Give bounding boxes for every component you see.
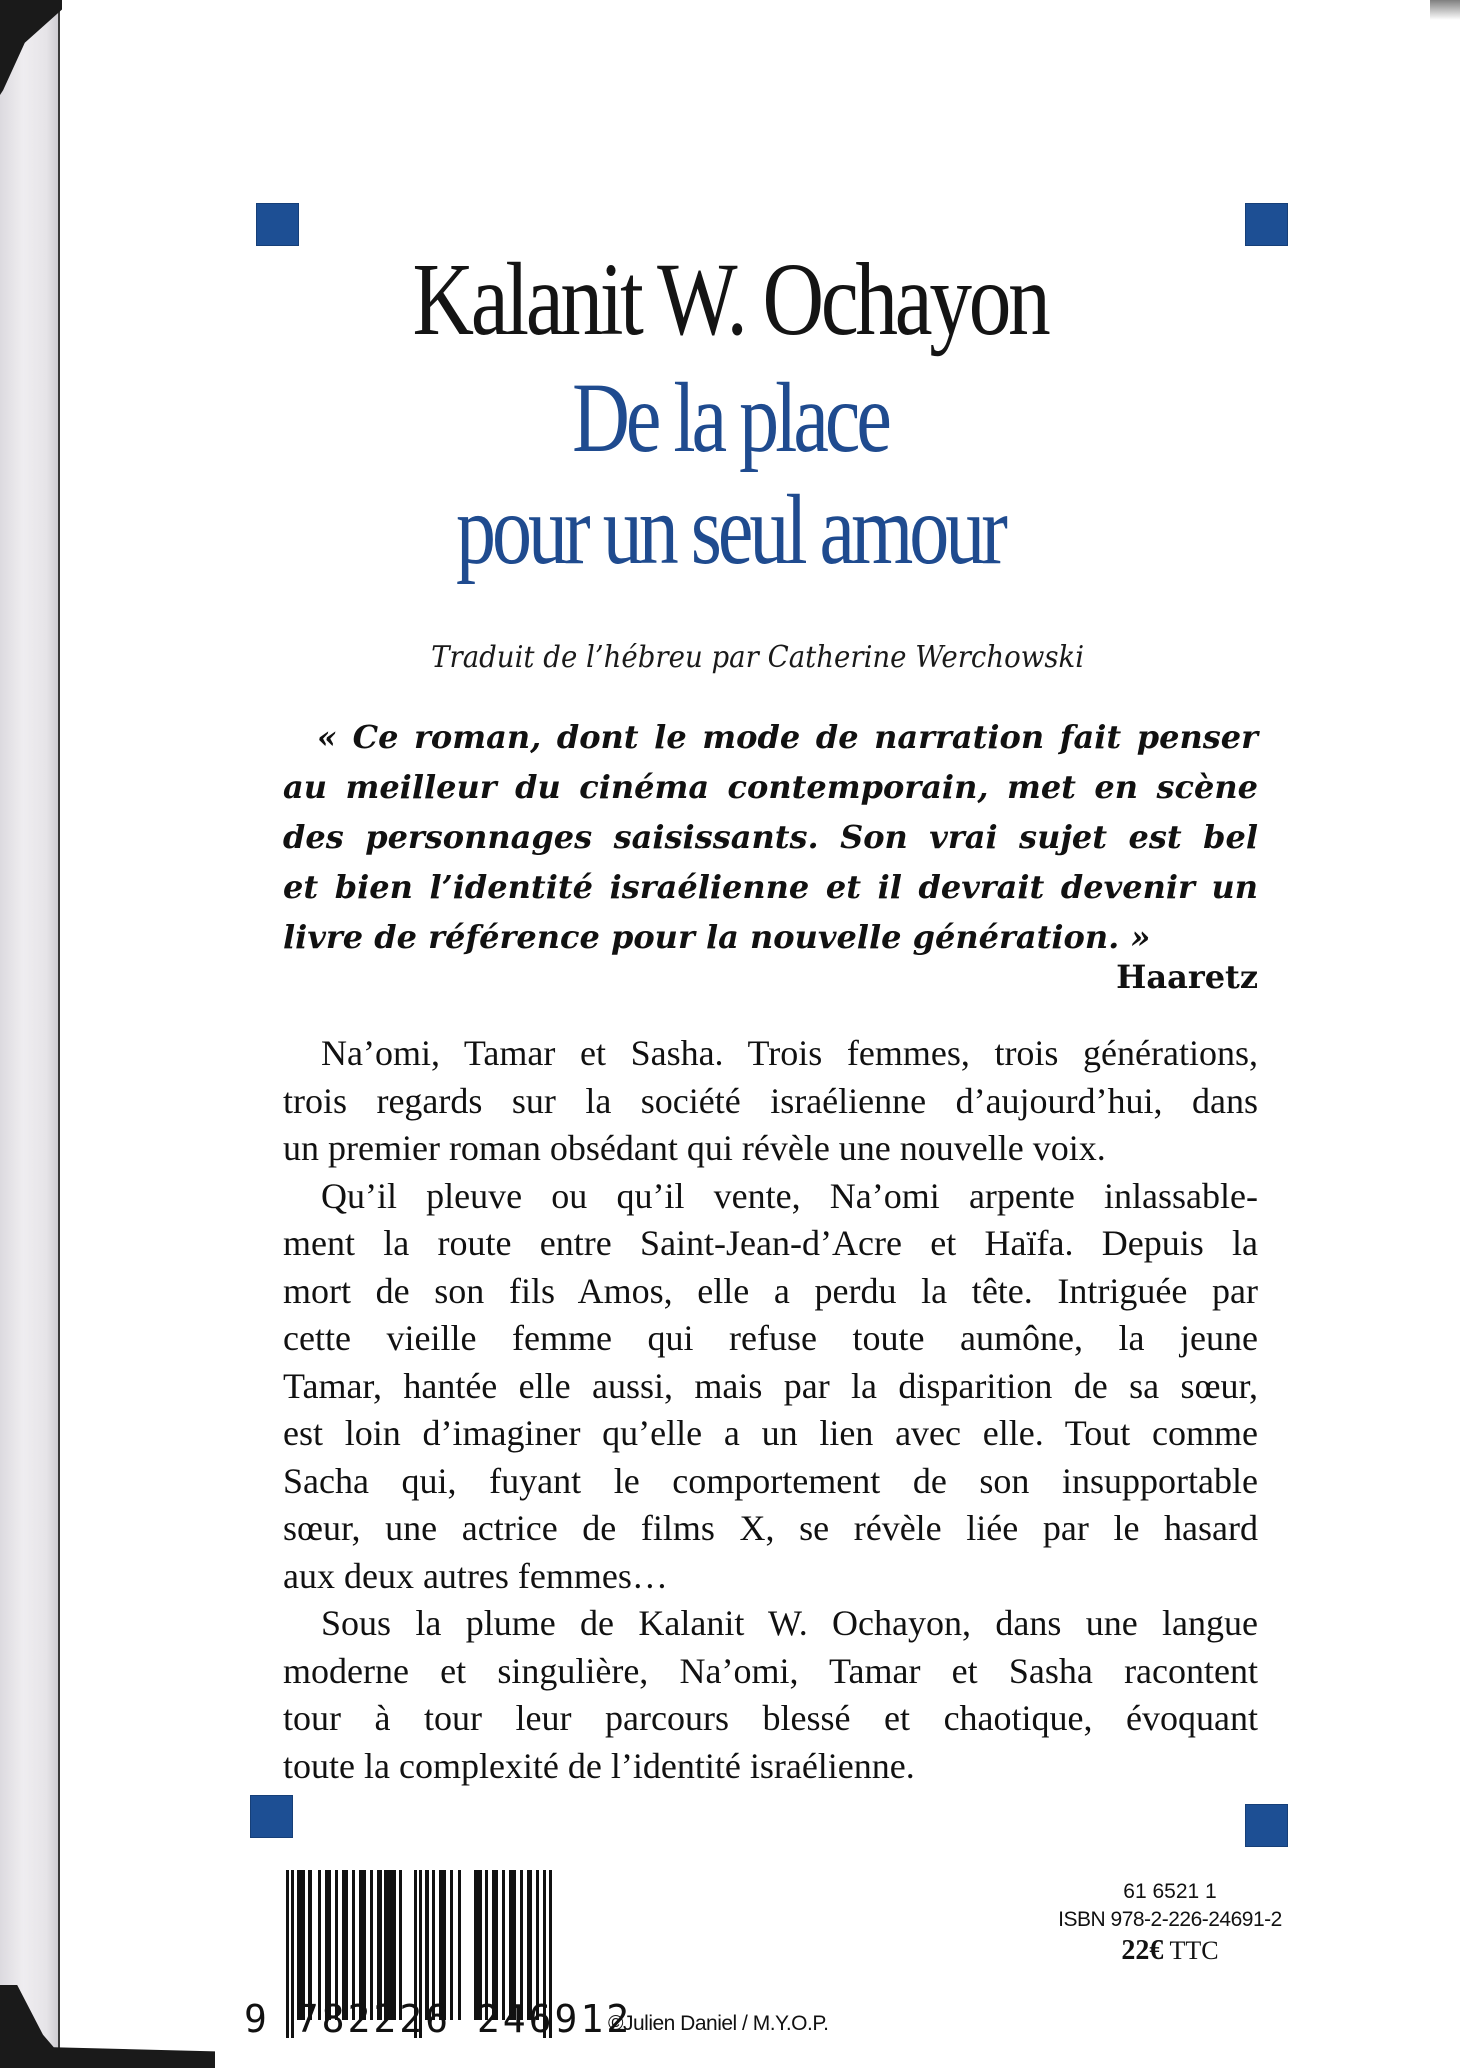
blurb-text	[283, 1030, 1258, 1790]
blurb-line: un premier roman obsédant qui révèle une nouvelle voix.	[283, 1128, 1106, 1168]
price-suffix: TTC	[1169, 1936, 1219, 1965]
translator-credit: Traduit de l’hébreu par Catherine Werchowski	[431, 640, 1085, 675]
blurb-line: Sous la plume de Kalanit W. Ochayon, dans une langue	[321, 1603, 1258, 1643]
quote-line: « Ce roman, dont le mode de narration fait penser	[317, 718, 1258, 756]
book-title	[146, 362, 1314, 586]
quote-line: au meilleur du cinéma contemporain, met en scène	[283, 768, 1258, 806]
blurb-line: trois regards sur la société israélienne d’aujourd’hui, dans	[283, 1080, 1258, 1121]
blurb-line: sœur, une actrice de films X, se révèle liée par le hasard	[283, 1508, 1258, 1548]
blurb-line: cette vieille femme qui refuse toute aumône, la jeune	[283, 1318, 1258, 1358]
blurb-line: toute la complexité de l’identité israélienne.	[283, 1745, 915, 1786]
blurb-line: Tamar, hantée elle aussi, mais par la disparition de sa sœur,	[283, 1365, 1258, 1406]
title-line-1: De la place	[572, 362, 888, 473]
quote-line: livre de référence pour la nouvelle génération. »	[283, 918, 1151, 956]
isbn-number: ISBN 978-2-226-24691-2	[1058, 1908, 1282, 1931]
barcode-number: 9 782226 246912	[244, 1997, 633, 2041]
blurb-line: est loin d’imaginer qu’elle a un lien avec elle. Tout comme	[283, 1413, 1258, 1453]
background-corner-top-right	[1430, 0, 1460, 20]
title-line-2: pour un seul amour	[456, 474, 1004, 585]
blurb-line: tour à tour leur parcours blessé et chaotique, évoquant	[283, 1698, 1258, 1738]
blurb-line: Na’omi, Tamar et Sasha. Trois femmes, trois générations,	[321, 1033, 1258, 1073]
blurb-line: aux deux autres femmes…	[283, 1555, 668, 1596]
photo-credit: ©Julien Daniel / M.Y.O.P.	[608, 2012, 829, 2035]
blurb-line: Sacha qui, fuyant le comportement de son insupportable	[283, 1460, 1258, 1501]
blue-square-ornament-bottom-left	[250, 1795, 293, 1838]
press-quote	[283, 712, 1258, 962]
blue-square-ornament-bottom-right	[1245, 1804, 1288, 1847]
book-spine-edge	[0, 0, 60, 2068]
quote-line: et bien l’identité israélienne et il devrait devenir un	[283, 868, 1258, 906]
quote-line: des personnages saisissants. Son vrai sujet est bel	[283, 818, 1258, 856]
price-amount: 22€	[1121, 1935, 1164, 1966]
blurb-line: Qu’il pleuve ou qu’il vente, Na’omi arpente inlassable-	[321, 1175, 1258, 1216]
quote-source: Haaretz	[1116, 958, 1258, 996]
blurb-line: mort de son fils Amos, elle a perdu la tête. Intriguée par	[283, 1270, 1258, 1311]
price	[1040, 1934, 1300, 1968]
blurb-line: ment la route entre Saint-Jean-d’Acre et Haïfa. Depuis la	[283, 1223, 1258, 1263]
author-name: Kalanit W. Ochayon	[412, 242, 1048, 357]
blurb-line: moderne et singulière, Na’omi, Tamar et Sasha racontent	[283, 1650, 1258, 1691]
publication-info	[1040, 1878, 1300, 1968]
product-code: 61 6521 1	[1123, 1880, 1217, 1903]
